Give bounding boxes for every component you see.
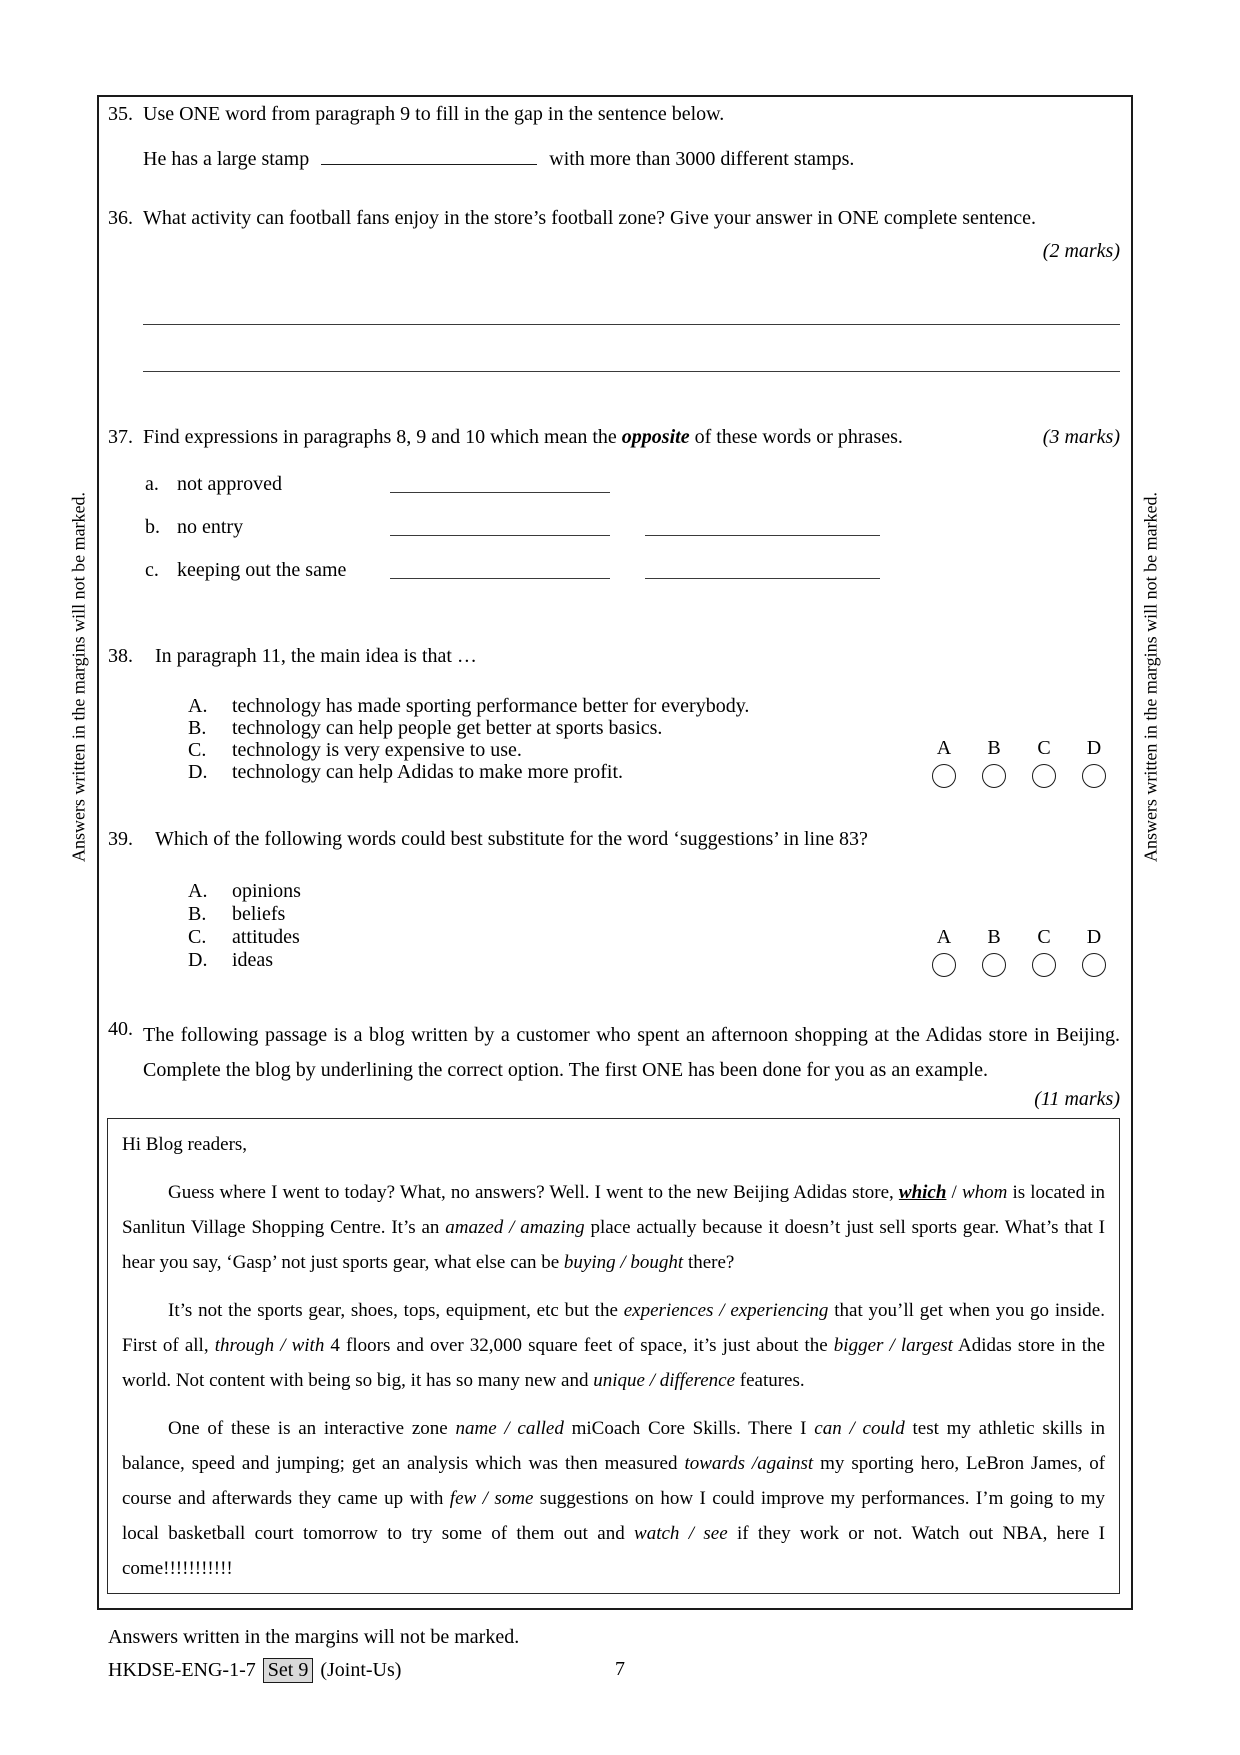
q36-marks: (2 marks) <box>1042 240 1120 262</box>
q36-stem: What activity can football fans enjoy in the store’s football zone? Give your answer in ONE complete sentence. <box>143 207 1037 229</box>
q37-item-c-label: c. <box>145 559 159 581</box>
blog-option-pair: name / called <box>455 1418 564 1439</box>
blog-option-pair: towards /against <box>684 1453 814 1474</box>
q38-option-a-text: technology has made sporting performance better for everybody. <box>232 695 750 717</box>
q38-col-d <box>1082 737 1106 788</box>
q38-number: 38. <box>108 645 133 667</box>
q38-option-a-label: A. <box>188 695 208 717</box>
q35-answer-blank[interactable] <box>321 146 537 165</box>
q35-stem: Use ONE word from paragraph 9 to fill in the gap in the sentence below. <box>143 103 725 125</box>
blog-paragraphs <box>122 1175 1105 1586</box>
q39-option-b-text: beliefs <box>232 903 286 925</box>
q36-answer-line-2[interactable] <box>143 371 1120 372</box>
blog-text: It’s not the sports gear, shoes, tops, equipment, etc but the <box>168 1300 624 1321</box>
blog-option-pair: buying / bought <box>563 1252 684 1273</box>
blog-text: place actually because it doesn’t just sell sports gear. What’s that I hear you say, ‘Gasp’ not just sports gear, what else can be <box>122 1217 1105 1273</box>
q38-option-c-text: technology is very expensive to use. <box>232 739 522 761</box>
q35-sentence-before: He has a large stamp <box>143 148 310 170</box>
footer-suffix: (Joint-Us) <box>320 1659 402 1681</box>
blog-greeting: Hi Blog readers, <box>122 1134 248 1155</box>
footer-code: HKDSE-ENG-1-7 <box>108 1659 256 1681</box>
q37-item-a-blank-1[interactable] <box>390 492 610 493</box>
q39-bubble-b[interactable] <box>982 953 1006 977</box>
blog-paragraph-2 <box>122 1293 1105 1398</box>
q38-option-d-label: D. <box>188 761 208 783</box>
blog-option-pair: amazed / amazing <box>445 1217 585 1238</box>
set-badge: Set 9 <box>263 1658 314 1683</box>
q37-item-b-text: no entry <box>177 516 244 538</box>
q38-letter-c: C <box>1037 737 1051 759</box>
q37-stem-emph: opposite <box>621 426 690 448</box>
bottom-margin-note: Answers written in the margins will not be marked. <box>108 1626 520 1648</box>
q39-letter-a: A <box>936 926 952 948</box>
q38-answer-grid <box>932 737 1106 788</box>
q37-item-a-label: a. <box>145 473 159 495</box>
q37-item-a-text: not approved <box>177 473 282 495</box>
blog-text: that you’ll get when you go inside. First of all, <box>122 1300 1105 1356</box>
q38-col-b <box>982 737 1006 788</box>
q39-bubble-c[interactable] <box>1032 953 1056 977</box>
page-number: 7 <box>615 1658 625 1680</box>
q38-bubble-b[interactable] <box>982 764 1006 788</box>
blog-text: test my athletic skills in balance, speed and jumping; get an analysis which was then measured <box>122 1418 1106 1474</box>
q40-stem: The following passage is a blog written by a customer who spent an afternoon shopping at the Adidas store in Beijing. Complete the blog by underlining the correct option. The first ONE has been done for you as an example. <box>143 1024 1120 1081</box>
q39-option-d-label: D. <box>188 949 208 971</box>
margin-note-right: Answers written in the margins will not be marked. <box>1140 491 1161 863</box>
q37-item-b-blank-2[interactable] <box>645 535 880 536</box>
q35-sentence-after: with more than 3000 different stamps. <box>549 148 855 170</box>
q38-bubble-a[interactable] <box>932 764 956 788</box>
q38-bubble-d[interactable] <box>1082 764 1106 788</box>
blog-box <box>107 1118 1120 1594</box>
blog-option-pair: few / some <box>449 1488 534 1509</box>
blog-option-pair: experiences / experiencing <box>623 1300 829 1321</box>
blog-option-pair: unique / difference <box>593 1370 735 1391</box>
q36-answer-line-1[interactable] <box>143 324 1120 325</box>
blog-text: is located in Sanlitun Village Shopping Centre. It’s an <box>122 1182 1105 1238</box>
q39-letter-b: B <box>987 926 1001 948</box>
q39-bubble-a[interactable] <box>932 953 956 977</box>
blog-text: there? <box>683 1252 735 1273</box>
q39-col-c <box>1032 926 1056 977</box>
q39-option-c-text: attitudes <box>232 926 300 948</box>
blog-text: suggestions on how I could improve my performances. I’m going to my local basketball court tomorrow to try some of them out and <box>122 1488 1105 1544</box>
blog-text: 4 floors and over 32,000 square feet of space, it’s just about the <box>324 1335 834 1356</box>
q37-stem-after: of these words or phrases. <box>689 426 903 448</box>
q37-item-c-blank-1[interactable] <box>390 578 610 579</box>
blog-text: / <box>946 1182 962 1203</box>
q38-col-c <box>1032 737 1056 788</box>
blog-text: my sporting hero, LeBron James, of course and afterwards they came up with <box>122 1453 1106 1509</box>
blog-option-pair: bigger / largest <box>833 1335 953 1356</box>
q38-letter-b: B <box>987 737 1001 759</box>
q37-stem-before: Find expressions in paragraphs 8, 9 and 10 which mean the <box>143 426 622 448</box>
blog-text: Guess where I went to today? What, no answers? Well. I went to the new Beijing Adidas store, <box>168 1182 899 1203</box>
q38-letter-d: D <box>1086 737 1102 759</box>
q38-option-b-text: technology can help people get better at sports basics. <box>232 717 663 739</box>
q39-col-a <box>932 926 956 977</box>
margin-note-left: Answers written in the margins will not be marked. <box>68 491 89 863</box>
blog-text: if they work or not. Watch out NBA, here I come!!!!!!!!!!! <box>122 1523 1105 1579</box>
q38-stem: In paragraph 11, the main idea is that … <box>155 645 477 667</box>
q38-col-a <box>932 737 956 788</box>
q39-option-c-label: C. <box>188 926 207 948</box>
blog-text: One of these is an interactive zone <box>168 1418 456 1439</box>
q39-bubble-d[interactable] <box>1082 953 1106 977</box>
blog-option-pair: through / with <box>214 1335 325 1356</box>
q35-number: 35. <box>108 103 133 125</box>
blog-option-pair: watch / see <box>634 1523 728 1544</box>
blog-text: Adidas store in the world. Not content with being so big, it has so many new and <box>122 1335 1105 1391</box>
q39-letter-d: D <box>1086 926 1102 948</box>
blog-text: features. <box>735 1370 805 1391</box>
q38-option-d-text: technology can help Adidas to make more profit. <box>232 761 624 783</box>
q38-option-c-label: C. <box>188 739 207 761</box>
q37-marks: (3 marks) <box>1042 426 1120 448</box>
q37-item-c-blank-2[interactable] <box>645 578 880 579</box>
q36-number: 36. <box>108 207 133 229</box>
q38-letter-a: A <box>936 737 952 759</box>
q39-option-b-label: B. <box>188 903 207 925</box>
q39-answer-grid <box>932 926 1106 977</box>
q39-letter-c: C <box>1037 926 1051 948</box>
q39-option-d-text: ideas <box>232 949 274 971</box>
q39-stem: Which of the following words could best substitute for the word ‘suggestions’ in line 83? <box>155 828 868 850</box>
blog-paragraph-3 <box>122 1411 1105 1586</box>
blog-text: miCoach Core Skills. There I <box>563 1418 815 1439</box>
q39-option-a-label: A. <box>188 880 208 902</box>
q37-item-c-text: keeping out the same <box>177 559 347 581</box>
q38-option-b-label: B. <box>188 717 207 739</box>
q40-marks: (11 marks) <box>1034 1088 1120 1110</box>
blog-paragraph-1 <box>122 1175 1105 1280</box>
q39-col-d <box>1082 926 1106 977</box>
q39-number: 39. <box>108 828 133 850</box>
blog-option-pair: whom <box>961 1182 1008 1203</box>
q39-col-b <box>982 926 1006 977</box>
q38-bubble-c[interactable] <box>1032 764 1056 788</box>
q37-item-b-blank-1[interactable] <box>390 535 610 536</box>
q35-sentence <box>143 146 1120 171</box>
blog-option-pair: can / could <box>814 1418 905 1439</box>
q40-number: 40. <box>108 1018 133 1040</box>
q37-item-b-label: b. <box>145 516 160 538</box>
blog-option-pair: which <box>898 1182 947 1203</box>
q39-option-a-text: opinions <box>232 880 301 902</box>
q37-number: 37. <box>108 426 133 448</box>
